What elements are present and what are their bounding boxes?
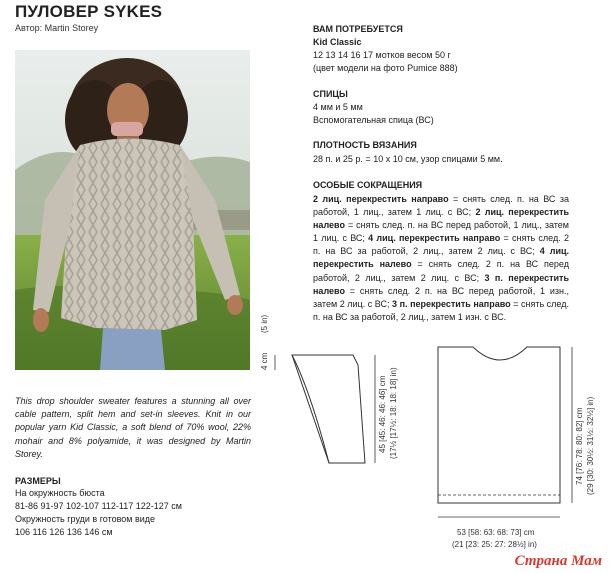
abbr-def: = снять след. 2 п. на ВС перед работой, 1 изн., затем 2 лиц. с ВС; bbox=[313, 285, 569, 309]
abbreviations-list bbox=[313, 193, 569, 324]
sleeve-length-in-label: (17½ [17½: 18: 18: 18] in) bbox=[389, 367, 398, 459]
gauge-text: 28 п. и 25 р. = 10 х 10 см, узор спицами 5 мм. bbox=[313, 154, 503, 164]
sleeve-top-in-label: (5 in) bbox=[260, 314, 269, 333]
needle-aux: Вспомогательная спица (ВС) bbox=[313, 115, 434, 125]
needle-sizes: 4 мм и 5 мм bbox=[313, 102, 363, 112]
abbr-term: 2 лиц. перекрестить налево bbox=[313, 207, 570, 231]
abbr-def: = снять след. 2 п. на ВС перед работой, 2 лиц., затем 2 лиц. с ВС; bbox=[313, 259, 569, 283]
sizes-heading: РАЗМЕРЫ bbox=[15, 476, 61, 486]
abbreviations-heading: ОСОБЫЕ СОКРАЩЕНИЯ bbox=[313, 180, 423, 190]
bust-label: На окружность бюста bbox=[15, 488, 105, 498]
abbr-def: = снять след. п. на ВС перед работой, 1 лиц., затем 1 лиц. с ВС; bbox=[313, 220, 569, 244]
abbr-def: = снять след. п. на ВС за работой, 2 лиц., затем 1 изн. с ВС. bbox=[313, 298, 569, 322]
width-in-label: (21 [23: 25: 27: 28½] in) bbox=[452, 540, 537, 549]
body-length-in-label: (29 [30: 30½: 31½: 32½] in) bbox=[586, 396, 595, 495]
sleeve-top-label: 4 cm bbox=[260, 352, 269, 370]
abbr-term: 2 лиц. перекрестить направо bbox=[313, 194, 449, 204]
garment-schematic bbox=[255, 314, 605, 560]
page-title: ПУЛОВЕР SYKES bbox=[15, 2, 163, 21]
author-line: Автор: Martin Storey bbox=[15, 23, 99, 33]
abbr-term: 4 лиц. перекрестить направо bbox=[368, 233, 501, 244]
yarn-color: (цвет модели на фото Pumice 888) bbox=[313, 63, 458, 73]
body-outline bbox=[438, 347, 560, 503]
needles-block bbox=[313, 101, 573, 127]
abbr-term: 3 п. перекрестить налево bbox=[313, 272, 569, 296]
sizes-block bbox=[15, 487, 255, 539]
finished-values: 106 116 126 136 146 см bbox=[15, 527, 113, 537]
abbr-def: = снять след. п. на ВС за работой, 1 лиц., затем 1 лиц. с ВС; bbox=[313, 194, 569, 218]
materials-heading: ВАМ ПОТРЕБУЕТСЯ bbox=[313, 24, 403, 34]
abbr-def: = снять след. 2 п. на ВС за работой, 2 лиц., затем 2 лиц. с ВС; bbox=[313, 233, 569, 257]
needles-heading: СПИЦЫ bbox=[313, 89, 348, 99]
sleeve-length-label: 45 [45: 46: 46: 46] cm bbox=[378, 375, 387, 453]
materials-block bbox=[313, 36, 573, 75]
sleeve-outline bbox=[292, 355, 365, 463]
bust-values: 81-86 91-97 102-107 112-117 122-127 см bbox=[15, 501, 182, 511]
model-photo bbox=[15, 50, 250, 370]
abbr-term: 3 п. перекрестить направо bbox=[392, 298, 511, 309]
pattern-description: This drop shoulder sweater features a stunning all over cable pattern, split hem and set-in sleeves. Knit in our popular yarn Kid Classic, a soft blend of 70% wool, 22% mohair and 8% polyamide, it was designed by Martin Storey. bbox=[15, 396, 251, 459]
gauge-heading: ПЛОТНОСТЬ ВЯЗАНИЯ bbox=[313, 140, 417, 150]
yarn-name: Kid Classic bbox=[313, 37, 362, 47]
watermark-logo: Страна Мам bbox=[514, 553, 602, 569]
yarn-amount: 12 13 14 16 17 мотков весом 50 г bbox=[313, 50, 451, 60]
width-label: 53 [58: 63: 68: 73] cm bbox=[457, 528, 535, 537]
finished-label: Окружность груди в готовом виде bbox=[15, 514, 156, 524]
body-length-label: 74 [76: 78: 80: 82] cm bbox=[575, 407, 584, 485]
abbr-term: 4 лиц. перекрестить налево bbox=[313, 246, 570, 270]
